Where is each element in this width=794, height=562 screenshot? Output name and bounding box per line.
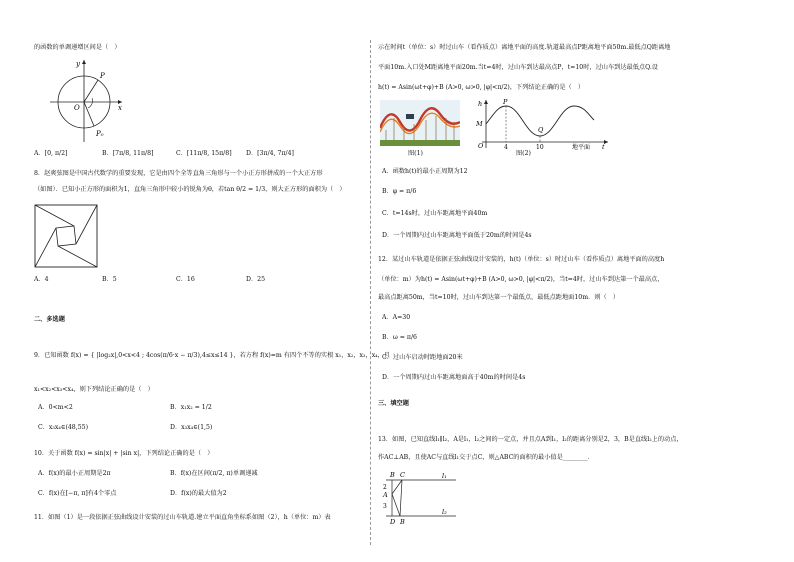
q8-option-a: A．4 — [34, 276, 49, 283]
q10-option-b: B．f(x)在区间(π/2, π)单调递减 — [170, 470, 258, 477]
q13-line-2: 作AC⊥AB，且使AC与直线l₁交于点C，则△ABC的面积的最小值是________． — [378, 454, 594, 461]
geo-label-l2: l₂ — [442, 508, 447, 516]
q11-option-d: D．一个周期内过山车距离地平面低于20m的时间是4s — [382, 232, 532, 239]
q12-option-a: A．A=30 — [382, 314, 411, 321]
q11-option-b: B．φ = π/6 — [382, 188, 417, 195]
q11-option-c: C．t=14s时，过山车距离地平面40m — [382, 210, 488, 217]
geo-label-2: 2 — [383, 484, 387, 491]
geo-label-d: D — [390, 518, 396, 526]
question-intro: 的函数的单调递增区间是（ ） — [34, 44, 121, 51]
unit-circle-figure — [46, 58, 126, 144]
q10-line: 10．关于函数 f(x) = sin|x| + |sin x|，下列结论正确的是（ ） — [34, 450, 214, 457]
q12-line-2: （单位：m）为h(t) = Asin(ωt+φ)+B (A>0, ω>0, |φ|<π/2)，当t=4时，过山车到达第一个最高点， — [378, 276, 664, 283]
q12-line-1: 12．某过山车轨道是依据正弦曲线设计安装的，h(t)（单位：s）时过山车（看作质点）离地平面的高度h — [378, 256, 665, 263]
q11-line-3: 平面10m.入口处M距离地平面20m.当t=4时，过山车到达最高点P，t=10时，过山车到达最低点Q.设 — [378, 64, 658, 71]
q12-option-d: D．一个周期内过山车距离地面高于40m的时间是4s — [382, 374, 526, 381]
q9-option-c: C．x₃x₄∈(48,55) — [38, 424, 88, 431]
q10-option-a: A．f(x)的最小正周期是2π — [38, 470, 111, 477]
graph-tick-10: 10 — [536, 144, 544, 150]
q11-line-1: 11．如图（1）是一段依据正弦曲线设计安装的过山车轨道.建立平面直角坐标系如图（2），h（单位：m）表 — [34, 514, 331, 521]
q9-line-2: x₁<x₂<x₃<x₄，则下列结论正确的是（ ） — [34, 386, 154, 393]
q9-option-a: A．0<m<2 — [38, 404, 73, 411]
section-3-heading: 三、填空题 — [378, 400, 409, 407]
q8-option-b: B．5 — [102, 276, 117, 283]
graph-label-o: O — [478, 142, 484, 150]
q9-option-d: D．x₃x₄∈(1,5) — [170, 424, 213, 431]
geo-label-c: C — [400, 471, 405, 479]
fig-label-p0: P₀ — [96, 130, 104, 138]
geo-label-a: A — [383, 491, 388, 499]
q7-option-b: B．[7π/8, 11π/8] — [102, 150, 154, 157]
q8-option-c: C．16 — [176, 276, 195, 283]
q11-line-2: 示在时间t（单位：s）时过山车（看作质点）离地平面的高度.轨道最高点P距离地平面50m.最低点Q距离地 — [378, 44, 671, 51]
q7-option-d: D．[3π/4, 7π/4] — [246, 150, 294, 157]
q12-line-3: 最高点距离50m，当t=10时，过山车到达第一个最低点，最低点距地面10m．则（ ） — [378, 294, 620, 301]
q12-option-b: B．ω = π/6 — [382, 334, 417, 341]
geo-label-b-bottom: B — [400, 518, 405, 526]
q7-option-c: C．[11π/8, 15π/8] — [176, 150, 232, 157]
fig-label-x: x — [118, 104, 122, 112]
graph-label-p: P — [503, 98, 508, 106]
fig-label-p: P — [100, 72, 105, 80]
q8-line-1: 8．赵爽弦图是中国古代数学的重要发现，它是由四个全等直角三角形与一个小正方形拼成的一个大正方形 — [34, 170, 323, 177]
fig-label-o: O — [74, 104, 80, 112]
fig1-caption: 图(1) — [408, 150, 423, 157]
fig-label-y: y — [76, 60, 80, 68]
section-2-heading: 二、多选题 — [34, 316, 65, 323]
sine-track-graph — [472, 98, 612, 150]
parallel-lines-figure — [380, 470, 460, 526]
q13-line-1: 13．如图，已知直线l₁∥l₂，A是l₁，l₂之间的一定点，并且点A到l₁，l₂的距离分别是2，3，B是直线l₂上的动点， — [378, 436, 683, 443]
zhao-shuang-figure — [34, 204, 98, 268]
geo-label-3: 3 — [383, 503, 387, 510]
q9-option-b: B．x₁x₂ = 1/2 — [170, 404, 212, 411]
fig2-caption: 图(2) — [516, 150, 531, 157]
q9-line-1: 9．已知函数 f(x) = { |log₂x|,0<x<4 ; 4cos(π/6·x − π/3),4≤x≤14 }，若方程 f(x)=m 有四个不等的实根 x₁，x₂，x₃，x₄，且 — [34, 352, 391, 359]
q11-line-4: h(t) = Asin(ωt+φ)+B (A>0, ω>0, |φ|<π/2)，下列结论正确的是（ ） — [378, 84, 585, 91]
q12-option-c: C．过山车启动时距地面20米 — [382, 354, 463, 361]
graph-label-q: Q — [538, 126, 544, 134]
q11-option-a: A．函数h(t)的最小正周期为12 — [382, 168, 468, 175]
graph-label-ground: 地平面 — [572, 144, 591, 150]
roller-coaster-photo — [380, 100, 460, 146]
q7-option-a: A．[0, π/2] — [34, 150, 68, 157]
q10-option-d: D．f(x)的最大值为2 — [170, 490, 227, 497]
graph-label-h: h — [478, 100, 483, 108]
graph-tick-4: 4 — [504, 144, 508, 150]
q8-option-d: D．25 — [246, 276, 266, 283]
q8-line-2: （如图）．已知小正方形的面积为1，直角三角形中较小的锐角为θ，若tan θ/2 = 1/3，则大正方形的面积为（ ） — [34, 186, 346, 193]
graph-label-t: t — [602, 143, 605, 150]
column-divider — [370, 40, 371, 545]
geo-label-b-top: B — [390, 471, 395, 479]
geo-label-l1: l₁ — [442, 472, 447, 480]
q10-option-c: C．f(x)在[−π, π]有4个零点 — [38, 490, 117, 497]
graph-label-m: M — [476, 120, 483, 128]
